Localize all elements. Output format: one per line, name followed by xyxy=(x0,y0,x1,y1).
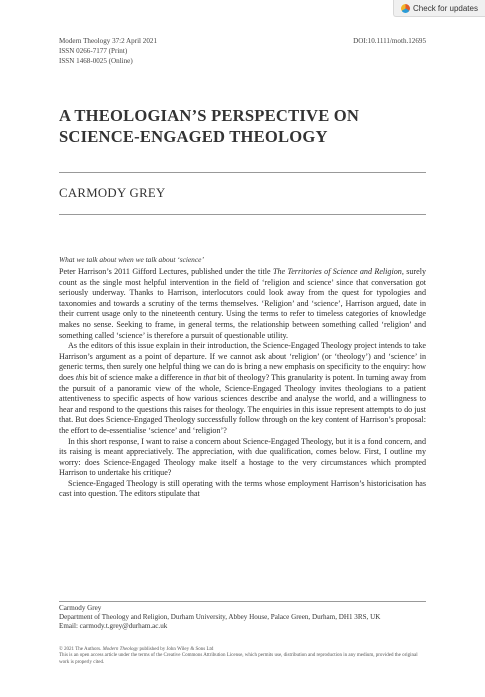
p2-text-e: bit of theology? This granularity is potent. In turning away from the pursuit of a panoramic view of the whole, Science-Engaged Theology invites theologians to a patient attentiveness to specific aspects of how various sciences describe and analyse the world, and a willingness to hear and respond to the questions this raises for theology. The enquiries in this issue represent attempts to do just that. But does Science-Engaged Theology successfully follow through on the key content of Harrison’s proposal: the effort to de-essentialise ‘science’ and ‘religion’? xyxy=(59,372,426,435)
title-divider xyxy=(59,172,426,173)
journal-name: Modern Theology xyxy=(102,647,139,652)
contact-affiliation: Department of Theology and Religion, Durham University, Abbey House, Palace Green, Durham, DH1 3RS, UK xyxy=(59,613,381,622)
check-for-updates-label: Check for updates xyxy=(413,3,478,13)
doi[interactable]: DOI:10.1111/moth.12695 xyxy=(353,37,426,45)
p2-text-c: bit of science make a difference in xyxy=(87,372,204,382)
p1-text-c: , surely count as the single most helpful intervention in the field of ‘religion and science’ since that conversation got seriously underway. Thanks to Harrison, interlocutors could look away from the quest for typologies and taxonomies and towards a scrutiny of the terms themselves. ‘Religion’ and ‘science’, Harrison argued, date in their current usage only to the nineteenth century. Using the terms to refer to timeless categories of knowledge makes no sense. Seeking to frame, in general terms, the relationship between something called ‘religion’ and something called ‘science’ is therefore a pursuit of questionable utility. xyxy=(59,267,426,340)
paragraph-2 xyxy=(59,341,426,436)
author-divider xyxy=(59,214,426,215)
footer-divider xyxy=(59,601,426,602)
p2-text-a: As the editors of this issue explain in their introduction, the Science-Engaged Theology project intends to take Harrison’s argument as a point of departure. If we cannot ask about ‘religion’ (or ‘theology’) and ‘science’ in generic terms, then surely one helpful thing we can do is bring a new emphasis on specificity to the enquiry: how does xyxy=(59,341,426,382)
p1-text-a: Peter Harrison’s 2011 Gifford Lectures, published under the title xyxy=(59,267,273,276)
article-body xyxy=(59,267,426,500)
article-title xyxy=(59,105,419,147)
book-title: The Territories of Science and Religion xyxy=(272,267,402,276)
copyright-text-c: published by John Wiley & Sons Ltd xyxy=(138,647,214,652)
crossmark-icon xyxy=(401,4,410,13)
contact-name: Carmody Grey xyxy=(59,604,102,612)
copyright-notice xyxy=(59,647,426,666)
check-for-updates-badge[interactable] xyxy=(393,0,485,17)
p2-emphasis-that: that xyxy=(203,372,216,382)
author-name: CARMODY GREY xyxy=(59,186,166,200)
title-line-1: A THEOLOGIAN’S PERSPECTIVE ON xyxy=(59,106,360,125)
journal-line: Modern Theology 37:2 April 2021 xyxy=(59,37,157,45)
paragraph-1 xyxy=(59,267,426,341)
license-text: This is an open access article under the terms of the Creative Commons Attribution License, which permits use, distribution and reproduction in any medium, provided the original work is properly cited. xyxy=(59,653,418,665)
p2-emphasis-this: this xyxy=(75,372,88,382)
paragraph-3: In this short response, I want to raise a concern about Science-Engaged Theology, but it is a fond concern, and its raising is meant appreciatively. The appreciation, with due qualification, comes below. First, I outline my worry: does Science-Engaged Theology make itself a hostage to the very circumstances which prompted Harrison to undertake his critique? xyxy=(59,436,426,478)
issn-print: ISSN 0266-7177 (Print) xyxy=(59,47,128,55)
section-heading: What we talk about when we talk about ‘science’ xyxy=(59,255,204,264)
contact-email[interactable]: Email: carmody.t.grey@durham.ac.uk xyxy=(59,622,168,631)
paragraph-4: Science-Engaged Theology is still operating with the terms whose employment Harrison’s historicisation has cast into question. The editors stipulate that xyxy=(59,478,426,499)
title-line-2: SCIENCE-ENGAGED THEOLOGY xyxy=(59,127,328,146)
copyright-text-a: © 2021 The Authors. xyxy=(59,647,103,652)
issn-online: ISSN 1468-0025 (Online) xyxy=(59,57,133,65)
journal-meta xyxy=(59,36,426,66)
author-contact xyxy=(59,604,426,632)
